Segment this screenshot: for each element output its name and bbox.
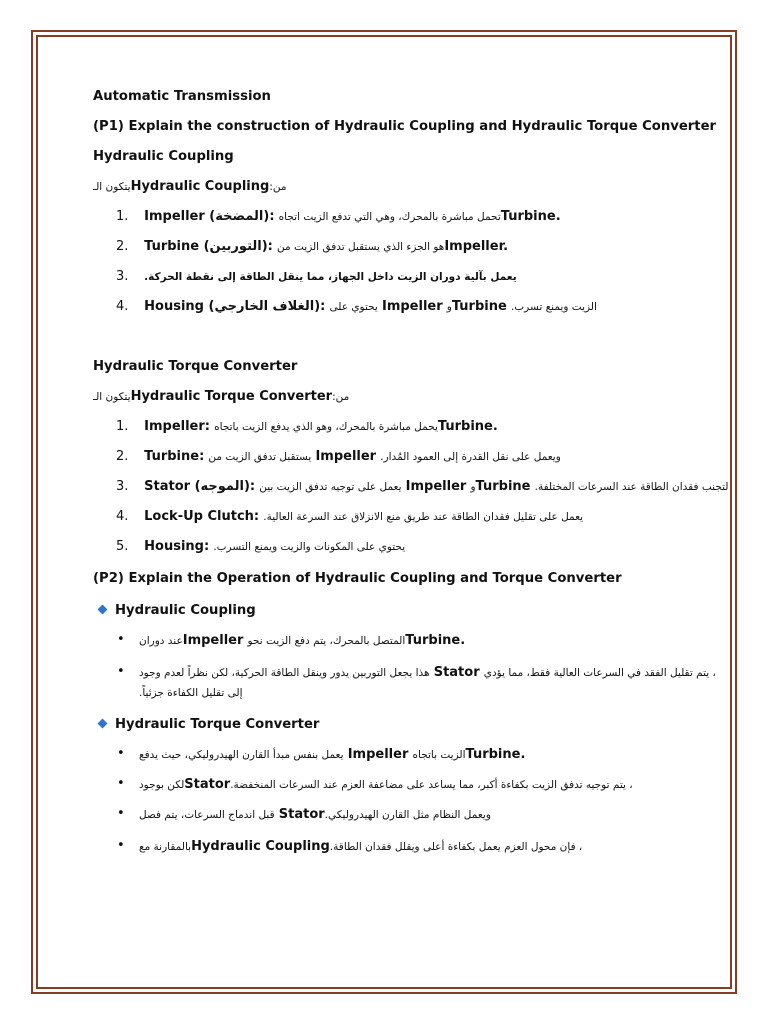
bullet-ar: لكن بوجود: [139, 779, 185, 791]
p1-heading: (P1) Explain the construction of Hydraulic Coupling and Hydraulic Torque Converter: [93, 119, 717, 134]
op-converter-heading-text: Hydraulic Torque Converter: [115, 717, 320, 732]
item-number: 2.: [116, 449, 129, 464]
coupling-intro-en: Hydraulic Coupling: [130, 179, 270, 194]
bullet-en-2: Turbine.: [465, 747, 526, 762]
item-desc: تحمل مباشرة بالمحرك، وهي التي تدفع الزيت اتجاه: [278, 211, 501, 223]
coupling-item-4: [93, 298, 597, 316]
bullet-en: Stator: [184, 777, 231, 792]
item-term-3: Turbine: [475, 479, 531, 494]
coupling-item-1: [93, 208, 561, 226]
item-term-3: Turbine: [451, 299, 507, 314]
item-term: Stator (الموجه):: [144, 479, 256, 494]
item-term: Housing:: [144, 539, 210, 554]
item-term-2: Impeller.: [444, 239, 509, 254]
bullet-en: Stator: [433, 665, 480, 680]
bullet-ar-2: الزيت باتجاه: [412, 749, 466, 761]
item-term-2: Impeller: [405, 479, 467, 494]
converter-heading: Hydraulic Torque Converter: [93, 359, 298, 374]
converter-intro-en: Hydraulic Torque Converter: [130, 389, 333, 404]
bullet-dot-icon: •: [117, 664, 125, 679]
bullet-ar: قبل اندماج السرعات، يتم فصل: [139, 809, 275, 821]
bullet-dot-icon: •: [117, 776, 125, 791]
bullet-ar: هذا يجعل التوربين يدور وينقل الطاقة الحركية، لكن نظراً لعدم وجود: [139, 667, 430, 679]
diamond-bullet-icon: [98, 605, 108, 615]
item-term-2: Impeller: [381, 299, 443, 314]
item-desc: يحمل مباشرة بالمحرك، وهو الذي يدفع الزيت باتجاه: [214, 421, 438, 433]
item-number: 3.: [116, 269, 129, 284]
bullet-en-2: Turbine.: [405, 633, 466, 648]
document-title: Automatic Transmission: [93, 89, 271, 104]
bullet-en: Impeller: [182, 633, 244, 648]
bullet-ar: يعمل بنفس مبدأ القارن الهيدروليكي، حيث يدفع: [139, 749, 344, 761]
item-number: 3.: [116, 479, 129, 494]
item-desc-2: و: [446, 301, 452, 313]
bullet-en: Impeller: [347, 747, 409, 762]
converter-item-3: [93, 478, 728, 496]
item-desc: يعمل على توجيه تدفق الزيت بين: [259, 481, 402, 493]
converter-item-5: [93, 538, 405, 556]
converter-item-1: [93, 418, 498, 436]
item-term-2: Impeller: [315, 449, 377, 464]
item-desc: هو الجزء الذي يستقبل تدفق الزيت من: [277, 241, 445, 253]
coupling-intro: [93, 178, 286, 196]
bullet-ar-2: ويعمل النظام مثل القارن الهيدروليكي.: [324, 809, 491, 821]
coupling-intro-ar-pre: يتكون الـ: [93, 181, 131, 193]
item-term: Impeller (المضخة):: [144, 209, 275, 224]
item-term-2: Turbine.: [437, 419, 498, 434]
item-term: Impeller:: [144, 419, 210, 434]
item-desc-2: و: [470, 481, 476, 493]
item-term: Turbine (التوربين):: [144, 239, 273, 254]
item-term: Turbine:: [144, 449, 205, 464]
converter-intro-ar-post: من:: [332, 391, 350, 403]
item-number: 2.: [116, 239, 129, 254]
coupling-heading: Hydraulic Coupling: [93, 149, 234, 164]
bullet-dot-icon: •: [117, 806, 125, 821]
op-coupling-heading: [93, 602, 256, 620]
coupling-intro-ar-post: من:: [269, 181, 287, 193]
bullet-ar: بالمقارنة مع: [139, 841, 192, 853]
item-term: Housing (الغلاف الخارجي):: [144, 299, 326, 314]
item-desc-2: ويعمل على نقل القدرة إلى العمود المُدار.: [380, 451, 561, 463]
item-number: 5.: [116, 539, 129, 554]
bullet-dot-icon: •: [117, 746, 125, 761]
converter-intro-ar-pre: يتكون الـ: [93, 391, 131, 403]
item-desc: يحتوي على: [329, 301, 378, 313]
converter-item-2: [93, 448, 561, 466]
item-number: 1.: [116, 419, 129, 434]
coupling-item-3: [93, 268, 517, 286]
bullet-dot-icon: •: [117, 632, 125, 647]
item-number: 1.: [116, 209, 129, 224]
item-desc: يعمل بآلية دوران الزيت داخل الجهاز، مما ينقل الطاقة إلى نقطة الحركة.: [144, 271, 517, 283]
diamond-bullet-icon: [98, 719, 108, 729]
bullet-dot-icon: •: [117, 838, 125, 853]
bullet-ar-2: ، يتم تقليل الفقد في السرعات العالية فقط، مما يؤدي: [483, 667, 716, 679]
item-number: 4.: [116, 299, 129, 314]
bullet-ar-2: المتصل بالمحرك، يتم دفع الزيت نحو: [247, 635, 406, 647]
bullet-ar-2: ، فإن محول العزم يعمل بكفاءة أعلى ويقلل فقدان الطاقة.: [329, 841, 583, 853]
p2-heading: (P2) Explain the Operation of Hydraulic Coupling and Torque Converter: [93, 571, 622, 586]
bullet-ar-2: ، يتم توجيه تدفق الزيت بكفاءة أكبر، مما يساعد على مضاعفة العزم عند السرعات المنخفضة.: [230, 779, 633, 791]
item-desc: يستقبل تدفق الزيت من: [208, 451, 312, 463]
coupling-item-2: [93, 238, 508, 256]
item-term-2: Turbine.: [500, 209, 561, 224]
bullet-en: Hydraulic Coupling: [191, 839, 330, 854]
bullet-ar-line2: إلى تقليل الكفاءة جزئياً.: [139, 687, 243, 699]
item-desc: يحتوي على المكونات والزيت ويمنع التسرب.: [213, 541, 406, 553]
converter-item-4: [93, 508, 583, 526]
converter-intro: [93, 388, 349, 406]
item-term: Lock-Up Clutch:: [144, 509, 260, 524]
bullet-en: Stator: [278, 807, 325, 822]
op-converter-heading: [93, 716, 319, 734]
item-desc: يعمل على تقليل فقدان الطاقة عند طريق منع الانزلاق عند السرعة العالية.: [263, 511, 584, 523]
item-number: 4.: [116, 509, 129, 524]
op-coupling-heading-text: Hydraulic Coupling: [115, 603, 256, 618]
item-desc-3: الزيت ويمنع تسرب.: [510, 301, 597, 313]
bullet-ar: عند دوران: [139, 635, 183, 647]
item-desc-3: لتجنب فقدان الطاقة عند السرعات المختلفة.: [534, 481, 729, 493]
